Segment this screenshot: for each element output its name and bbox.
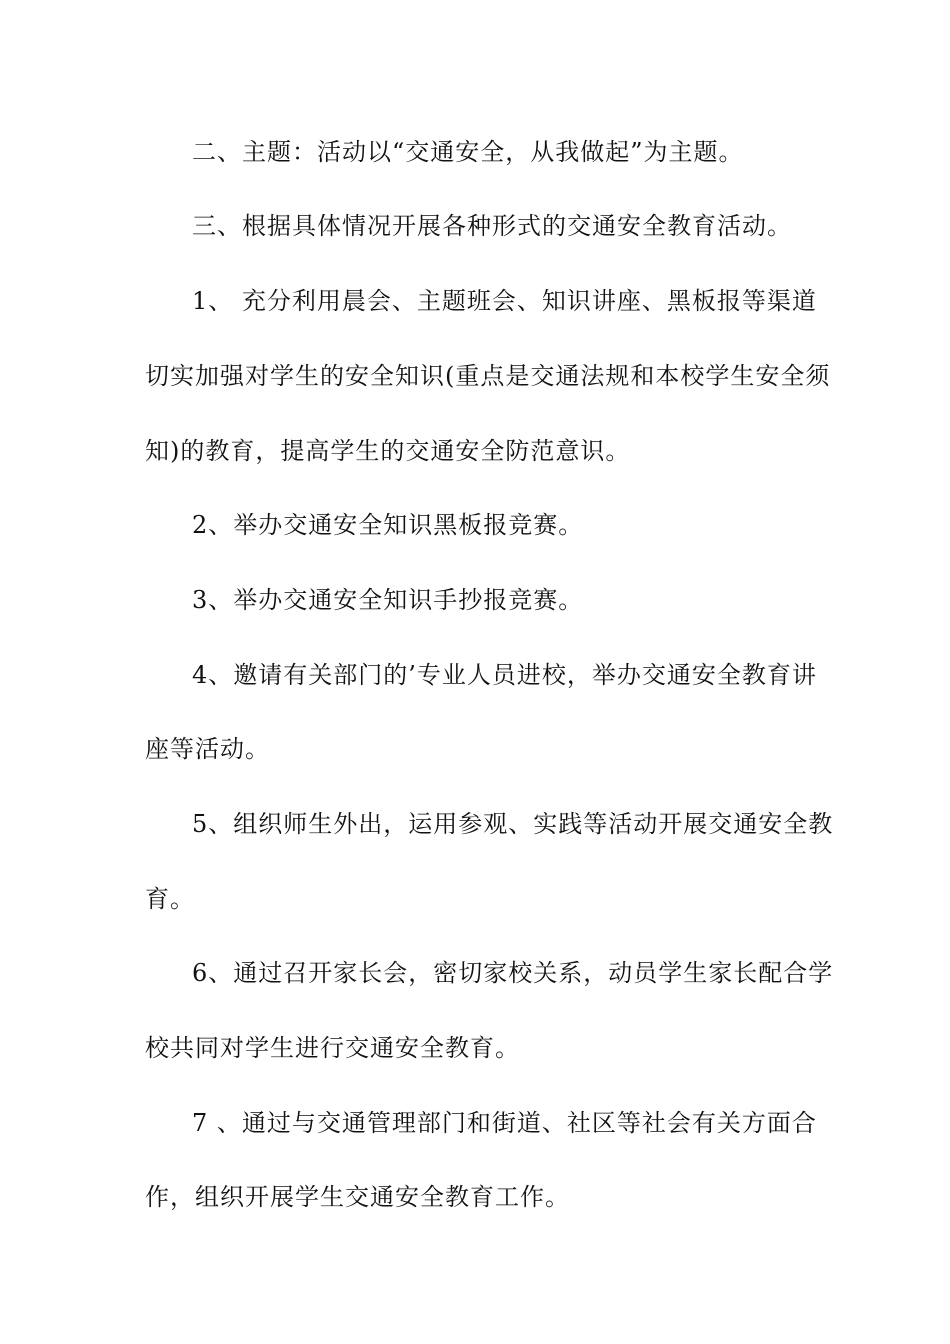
- item-2: 2、举办交通安全知识黑板报竞赛。: [192, 511, 584, 539]
- item-5-line-2: 育。: [145, 885, 195, 913]
- section-three-heading: 三、根据具体情况开展各种形式的交通安全教育活动。: [192, 212, 792, 240]
- item-1-line-3: 知)的教育，提高学生的交通安全防范意识。: [145, 437, 631, 465]
- item-4-line-1: 4、邀请有关部门的’专业人员进校，举办交通安全教育讲: [192, 661, 817, 689]
- item-1-line-2: 切实加强对学生的安全知识(重点是交通法规和本校学生安全须: [145, 362, 831, 390]
- item-1-line-1: 1、 充分利用晨会、主题班会、知识讲座、黑板报等渠道: [192, 287, 817, 315]
- item-5-line-1: 5、组织师生外出，运用参观、实践等活动开展交通安全教: [192, 810, 834, 838]
- item-6-line-1: 6、通过召开家长会，密切家校关系，动员学生家长配合学: [192, 959, 834, 987]
- item-6-line-2: 校共同对学生进行交通安全教育。: [145, 1034, 520, 1062]
- item-7-line-2: 作，组织开展学生交通安全教育工作。: [145, 1183, 570, 1211]
- item-3: 3、举办交通安全知识手抄报竞赛。: [192, 586, 584, 614]
- item-4-line-2: 座等活动。: [145, 735, 270, 763]
- section-two-theme: 二、主题：活动以“交通安全，从我做起”为主题。: [192, 138, 744, 166]
- item-7-line-1: 7 、通过与交通管理部门和街道、社区等社会有关方面合: [192, 1109, 817, 1137]
